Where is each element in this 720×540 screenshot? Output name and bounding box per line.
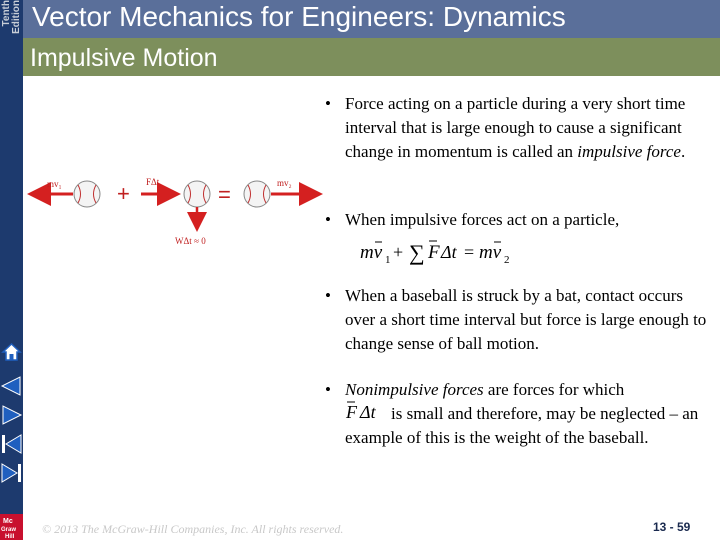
eq1-equals: = <box>464 242 475 262</box>
plus-sign: + <box>117 181 130 206</box>
bullet-nonimpulsive-forces: • Nonimpulsive forces are forces for which is small and therefore, may be neglected – an example of this is the weight of the baseball. <box>325 380 699 447</box>
baseball-3 <box>244 181 270 207</box>
weight-impulse-label: WΔt ≈ 0 <box>175 236 206 246</box>
last-page-icon[interactable] <box>0 462 23 484</box>
next-page-icon[interactable] <box>0 404 23 426</box>
mcgraw-hill-logo <box>0 514 23 540</box>
bullet-impulsive-forces-act: • When impulsive forces act on a particle, <box>325 208 715 232</box>
eq1-sub1: 1 <box>385 254 391 266</box>
sidebar <box>0 0 23 540</box>
impulse-figure <box>25 170 325 252</box>
bullet-baseball-bat: • When a baseball is struck by a bat, contact occurs over a short time interval but force is large enough to change sense of ball motion. <box>325 284 715 356</box>
edition-line-1: Tenth <box>0 0 12 27</box>
page-number: 13 - 59 <box>653 520 691 534</box>
edition-line-2: Edition <box>10 0 22 34</box>
eq2-force: F <box>346 402 357 422</box>
first-page-icon[interactable] <box>0 433 23 455</box>
baseball-2 <box>184 181 210 207</box>
mv1-label: mv₁ <box>47 179 62 189</box>
bullet-2-text: When impulsive forces act on a particle, <box>345 210 620 229</box>
eq1-term1: mv <box>360 242 383 263</box>
eq1-delta-t: Δt <box>441 242 457 262</box>
bullet-3-text: When a baseball is struck by a bat, contact occurs over a short time interval but force is large enough to change sense of ball motion. <box>345 286 707 353</box>
eq1-plus: + <box>393 242 404 262</box>
eq2-delta-t: Δt <box>360 402 376 422</box>
edition-label <box>0 0 23 44</box>
mv2-label: mv₂ <box>277 178 292 188</box>
svg-text:Graw: Graw <box>1 527 17 533</box>
previous-page-icon[interactable] <box>0 375 23 397</box>
impulse-momentum-equation <box>358 238 523 268</box>
home-icon[interactable] <box>0 341 23 363</box>
bullet-1-suffix: . <box>680 142 686 161</box>
eq1-sum: ∑ <box>409 240 425 265</box>
copyright-notice: © 2013 The McGraw-Hill Companies, Inc. All rights reserved. <box>42 522 344 536</box>
force-impulse-equation <box>344 399 390 423</box>
bullet-4-emphasis: Nonimpulsive forces <box>345 380 484 399</box>
bullet-4-text: are forces for which <box>483 380 625 399</box>
bullet-1-emphasis: impulsive force <box>577 142 681 161</box>
eq1-term2: mv <box>479 242 502 263</box>
baseball-1 <box>74 181 100 207</box>
bullet-impulsive-force: • Force acting on a particle during a very short time interval that is large enough to cause a significant change in momentum is called an impulsive force. <box>325 94 686 161</box>
svg-text:Mc: Mc <box>3 518 13 525</box>
eq1-sub2: 2 <box>504 254 510 266</box>
subtitle-bar <box>23 38 720 76</box>
title-bar <box>23 0 720 38</box>
equals-sign: = <box>218 182 231 207</box>
svg-text:Hill: Hill <box>5 534 15 540</box>
bullet-4-text-2: is small and therefore, may be neglected – an example of this is the weight of the baseball. <box>345 404 699 447</box>
bullet-1-text: Force acting on a particle during a very short time interval that is large enough to cause a significant change in momentum is called an <box>345 94 686 161</box>
page-title: Vector Mechanics for Engineers: Dynamics <box>32 1 566 32</box>
section-title: Impulsive Motion <box>30 44 218 72</box>
eq1-force: F <box>428 242 440 263</box>
force-impulse-label: FΔt <box>146 177 160 187</box>
